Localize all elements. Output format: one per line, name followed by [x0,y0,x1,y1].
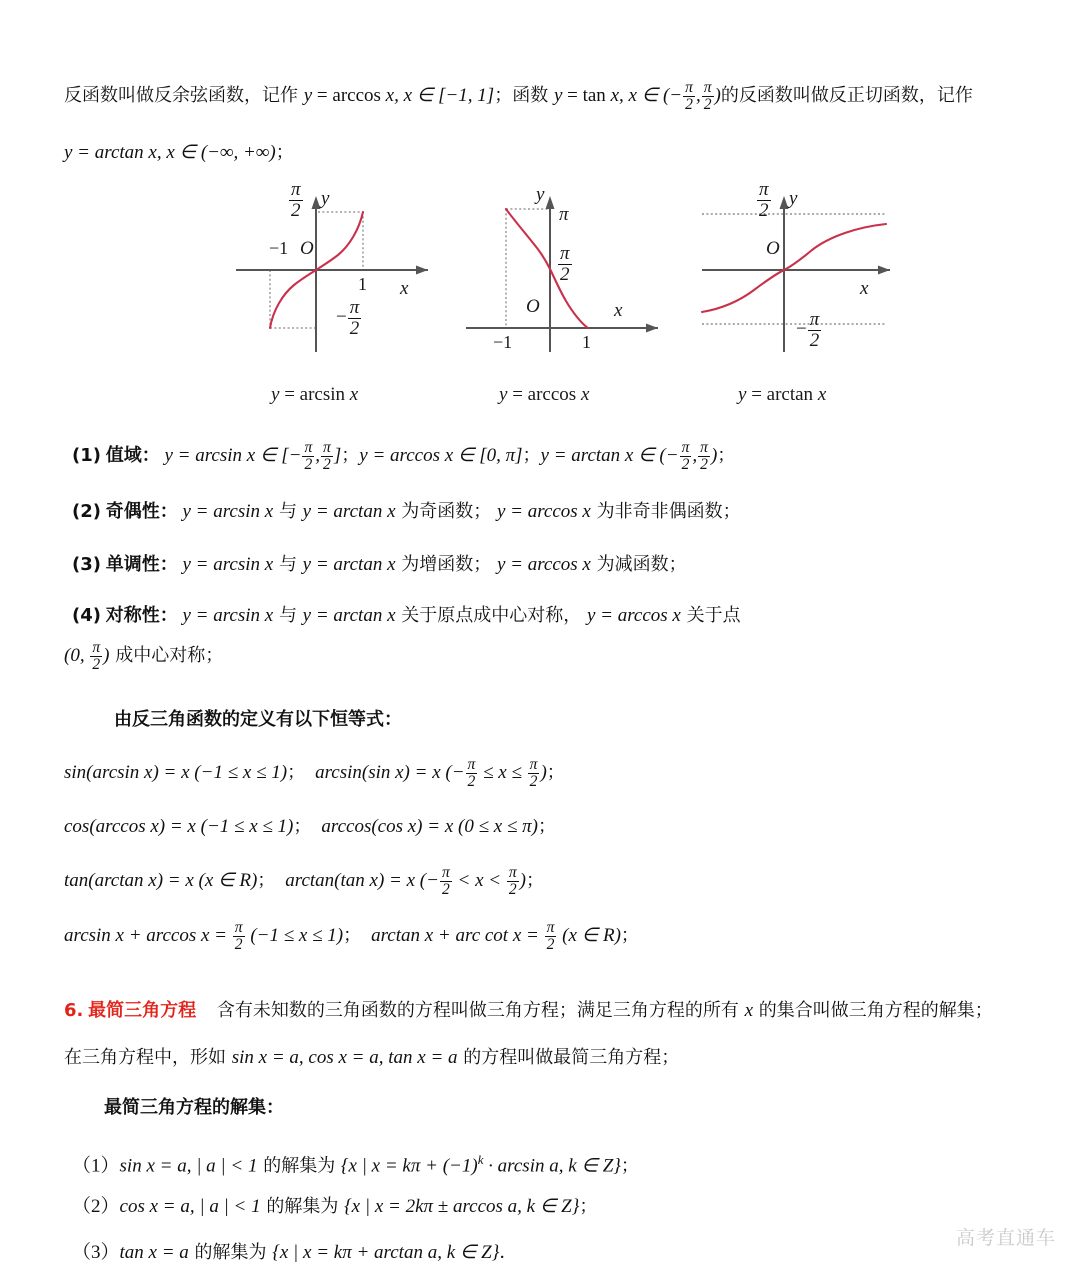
fraction-numerator: π [809,309,820,330]
solution-2-cjk: 的解集为 [260,1196,345,1217]
property-1-label: 值域： [105,444,160,466]
minus-sign: − [796,318,807,340]
solution-1-set-a: {x | x = kπ + (−1) [340,1155,478,1177]
identity-1-separator: ； [287,761,306,783]
fraction-denominator: 2 [233,936,245,953]
intro-line2-math: y = arctan x, x ∈ (−∞, +∞) [64,142,276,163]
arccos-tick-1: 1 [582,332,591,352]
fraction-denominator: 2 [545,936,557,953]
solution-1-equation: sin x = a, | a | < 1 [119,1155,258,1177]
intro-math-y1: y [303,84,313,106]
section-6-body-a: 含有未知数的三角函数的方程叫做三角方程；满足三角方程的所有 [216,1000,745,1021]
property-1-range-arctan-pre: y = arctan x ∈ (− [540,444,679,466]
property-3-math-1: y = arcsin x [182,554,274,575]
arccos-caption [499,384,589,406]
fraction-numerator: π [546,919,555,936]
comma: , [692,444,698,466]
section-6-title: 最简三角方程 [88,1000,197,1021]
property-1-range-arctan-post: ) [710,444,718,466]
fraction [808,310,822,350]
intro-line-1 [64,80,973,113]
identity-1-left: sin(arcsin x) = x (−1 ≤ x ≤ 1) [64,761,288,783]
arccos-axis-y-label: y [536,184,545,205]
arccos-origin-label: O [526,296,540,317]
arcsin-tick-1: 1 [358,274,367,294]
fraction [545,920,557,953]
solution-3-equation: tan x = a [119,1242,189,1263]
comma: , [315,444,321,466]
property-3-math-2: y = arctan x [302,554,396,575]
section-6-line-2 [64,1043,679,1073]
fraction [507,865,519,898]
property-4-cjk-3: 关于点 [680,605,741,626]
arctan-caption [738,384,826,406]
arctan-axis-x-label: x [860,278,869,299]
property-2-math-1: y = arcsin x [182,501,274,522]
arcsin-axis-x-label: x [400,278,409,299]
intro-paren-close: ) [714,84,721,106]
identity-1-tail: ； [546,761,565,783]
arctan-origin-label: O [766,238,780,259]
property-item-2 [72,497,741,527]
identity-2-right: arccos(cos x) = x (0 ≤ x ≤ π) [321,816,538,837]
identity-3-mid: < x < [452,869,506,891]
separator-1: ； [341,444,360,466]
property-1-number: (1) [72,444,101,466]
property-2-math-3: y = arccos x [496,501,591,522]
fraction-numerator: π [700,439,708,456]
property-4-point-pre: (0, [64,644,90,666]
fraction-denominator: 2 [683,96,695,113]
intro-math-y2: y [553,84,563,106]
fraction-numerator: π [291,179,301,200]
arcsin-y-tick-pi-over-2 [288,180,304,220]
solution-set-heading-text: 最简三角方程的解集： [104,1097,284,1118]
fraction-numerator: π [759,179,769,200]
section-6-number: 6. [64,1000,84,1021]
property-2-math-2: y = arctan x [302,501,396,522]
section-6-line2-a: 在三角方程中，形如 [64,1047,232,1068]
section-6-line2-b: 的方程叫做最简三角方程； [457,1047,680,1068]
identity-row-4 [64,920,639,953]
fraction-numerator: π [560,243,570,264]
caption-y: y [738,384,747,405]
fraction-denominator: 2 [702,96,714,113]
identity-4-left-pre: arcsin x + arccos x = [64,924,232,946]
property-2-label: 奇偶性： [105,501,178,522]
fraction-denominator: 2 [90,656,102,673]
identity-3-left: tan(arctan x) = x (x ∈ R) [64,869,258,891]
property-1-tail: ； [717,444,736,466]
identity-1-mid: ≤ x ≤ [478,761,527,783]
solution-set-heading [104,1093,284,1123]
fraction-numerator: π [685,79,693,96]
identity-row-3 [64,865,544,898]
intro-math-dom1: , x ∈ [−1, 1] [394,84,495,106]
minus-sign: − [336,306,347,328]
property-2-cjk-3: 为非奇非偶函数； [590,501,741,522]
intro-math-eq2: = tan [562,84,611,106]
solution-1-cjk: 的解集为 [257,1155,341,1177]
fraction [440,865,452,898]
solution-1-number: （1） [72,1155,120,1177]
arccos-tick-pi: π [559,204,569,225]
intro-text-b: 函数 [512,84,554,106]
intro-math-x2: x [610,84,619,106]
property-item-3 [72,550,687,580]
arcsin-y-tick-minus-pi-over-2 [336,298,362,338]
fraction [90,640,102,673]
identity-4-right-post: (x ∈ R) [557,924,621,946]
fraction-numerator: π [234,919,243,936]
arccos-tick-minus-1: −1 [493,332,513,352]
identity-3-right-post: ) [519,869,526,891]
solution-2-tail: ； [579,1196,598,1217]
property-4-point-post: ) [103,644,110,666]
fraction-denominator: 2 [466,773,478,790]
intro-fraction-2 [702,80,714,113]
identity-2-left: cos(arccos x) = x (−1 ≤ x ≤ 1) [64,816,294,837]
fraction-denominator: 2 [507,881,519,898]
identity-row-2 [64,812,556,842]
property-item-4 [72,601,741,631]
identity-1-right-pre: arcsin(sin x) = x (− [315,761,465,783]
arcsin-caption [271,384,358,406]
fraction-denominator: 2 [289,200,303,221]
intro-comma: , [695,84,701,106]
caption-x: x [580,384,590,405]
fraction-numerator: π [703,79,712,96]
identities-heading [114,705,402,735]
property-3-number: (3) [72,554,101,575]
solution-3-tail: ． [499,1242,518,1263]
arctan-graph [700,179,930,362]
caption-eq: = arcsin [279,384,350,405]
identity-row-1 [64,757,565,790]
arcsin-tick-minus-1: −1 [269,238,289,258]
solution-2-equation: cos x = a, | a | < 1 [119,1196,261,1217]
property-2-cjk-1: 与 [273,501,303,522]
fraction-denominator: 2 [698,456,710,473]
identity-3-right-pre: arctan(tan x) = x (− [285,869,439,891]
fraction-numerator: π [467,756,476,773]
intro-line2-semicolon: ； [275,142,294,163]
arcsin-axis-y-label: y [321,188,330,209]
fraction-numerator: π [92,639,101,656]
identity-2-tail: ； [537,816,556,837]
fraction-numerator: π [441,864,450,881]
section-6-body-b: 的集合叫做三角方程的解集； [753,1000,993,1021]
fraction [289,180,303,220]
separator-2: ； [522,444,541,466]
arccos-graph [458,182,688,362]
intro-line-2 [64,138,294,168]
property-4-point-cjk: 成中心对称； [109,644,224,666]
fraction [757,180,771,220]
property-4-cjk-2: 关于原点成中心对称， [395,605,587,626]
intro-semicolon-1: ； [494,84,513,106]
intro-math-dom2: , x ∈ (− [619,84,683,106]
identity-4-left-post: (−1 ≤ x ≤ 1) [245,924,344,946]
solution-3-cjk: 的解集为 [188,1242,273,1263]
caption-eq: = arccos [507,384,581,405]
solution-1-tail: ； [620,1155,639,1177]
property-2-cjk-2: 为奇函数； [395,501,497,522]
identity-3-tail: ； [525,869,544,891]
fraction-numerator: π [304,439,313,456]
property-1-range-arcsin-pre: y = arcsin x ∈ [− [164,444,302,466]
property-1-range-arccos: y = arccos x ∈ [0, π] [359,444,523,466]
property-3-label: 单调性： [105,554,178,575]
fraction [321,440,333,473]
fraction-numerator: π [529,756,538,773]
identity-2-separator: ； [293,816,312,837]
identity-1-right-post: ) [540,761,547,783]
fraction [698,440,710,473]
property-4-cjk-1: 与 [273,605,303,626]
solution-1-set-b: · arcsin a, k ∈ Z} [483,1155,621,1177]
property-4-math-2: y = arctan x [302,605,396,626]
arctan-axis-y-label: y [789,188,798,209]
property-4-number: (4) [72,605,101,626]
intro-fraction-1 [683,80,695,113]
fraction-denominator: 2 [558,264,572,285]
arcsin-graph [228,179,458,362]
intro-text-a: 反函数叫做反余弦函数，记作 [64,84,304,106]
fraction-denominator: 2 [808,330,822,351]
fraction-denominator: 2 [528,773,540,790]
arccos-axis-x-label: x [614,300,623,321]
section-6-line2-math: sin x = a, cos x = a, tan x = a [231,1047,458,1068]
fraction-denominator: 2 [348,318,362,339]
arccos-tick-pi-over-2 [557,244,573,284]
property-4-math-1: y = arcsin x [182,605,274,626]
fraction-denominator: 2 [321,456,333,473]
caption-y: y [499,384,508,405]
caption-y: y [271,384,280,405]
property-4-label: 对称性： [105,605,178,626]
solution-1-exponent: k [477,1152,484,1167]
fraction [680,440,692,473]
arcsin-origin-label: O [300,238,314,259]
fraction [233,920,245,953]
intro-math-x1: x [385,84,395,106]
fraction [302,440,314,473]
identities-heading-text: 由反三角函数的定义有以下恒等式： [114,709,402,730]
fraction-numerator: π [349,297,360,318]
identity-4-separator: ； [343,924,362,946]
fraction-denominator: 2 [757,200,771,221]
solution-2-number: （2） [72,1196,120,1217]
fraction-denominator: 2 [440,881,452,898]
fraction [466,757,478,790]
caption-eq: = arctan [746,384,818,405]
solution-2-set: {x | x = 2kπ ± arccos a, k ∈ Z} [344,1196,580,1217]
caption-x: x [349,384,359,405]
identity-3-separator: ； [257,869,276,891]
property-3-math-3: y = arccos x [496,554,591,575]
solution-item-3 [72,1238,517,1268]
identity-4-right-pre: arctan x + arc cot x = [371,924,544,946]
property-3-cjk-2: 为增函数； [395,554,497,575]
property-1-range-arcsin-post: ] [333,444,342,466]
property-4-math-3: y = arccos x [586,605,681,626]
intro-text-c: 的反函数叫做反正切函数，记作 [720,84,973,106]
solution-item-1 [72,1145,639,1181]
fraction-numerator: π [508,864,517,881]
solution-item-2 [72,1192,597,1222]
fraction [348,298,362,338]
section-6-heading-row [64,996,993,1026]
property-item-1 [72,440,735,473]
property-2-number: (2) [72,501,101,522]
fraction-numerator: π [323,439,331,456]
solution-3-set: {x | x = kπ + arctan a, k ∈ Z} [272,1242,500,1263]
property-3-cjk-3: 为减函数； [590,554,687,575]
identity-4-tail: ； [620,924,639,946]
fraction-numerator: π [681,439,690,456]
fraction-denominator: 2 [680,456,692,473]
property-4-continuation [64,640,223,673]
watermark: 高考直通车 [955,1227,1056,1249]
fraction [528,757,540,790]
intro-math-eq1: = arccos [312,84,386,106]
fraction [558,244,572,284]
section-6-body-x: x [744,1000,754,1021]
property-3-cjk-1: 与 [273,554,303,575]
fraction-denominator: 2 [302,456,314,473]
solution-3-number: （3） [72,1242,120,1263]
caption-x: x [817,384,827,405]
arctan-y-tick-pi-over-2 [756,180,772,220]
arctan-y-tick-minus-pi-over-2 [796,310,822,350]
